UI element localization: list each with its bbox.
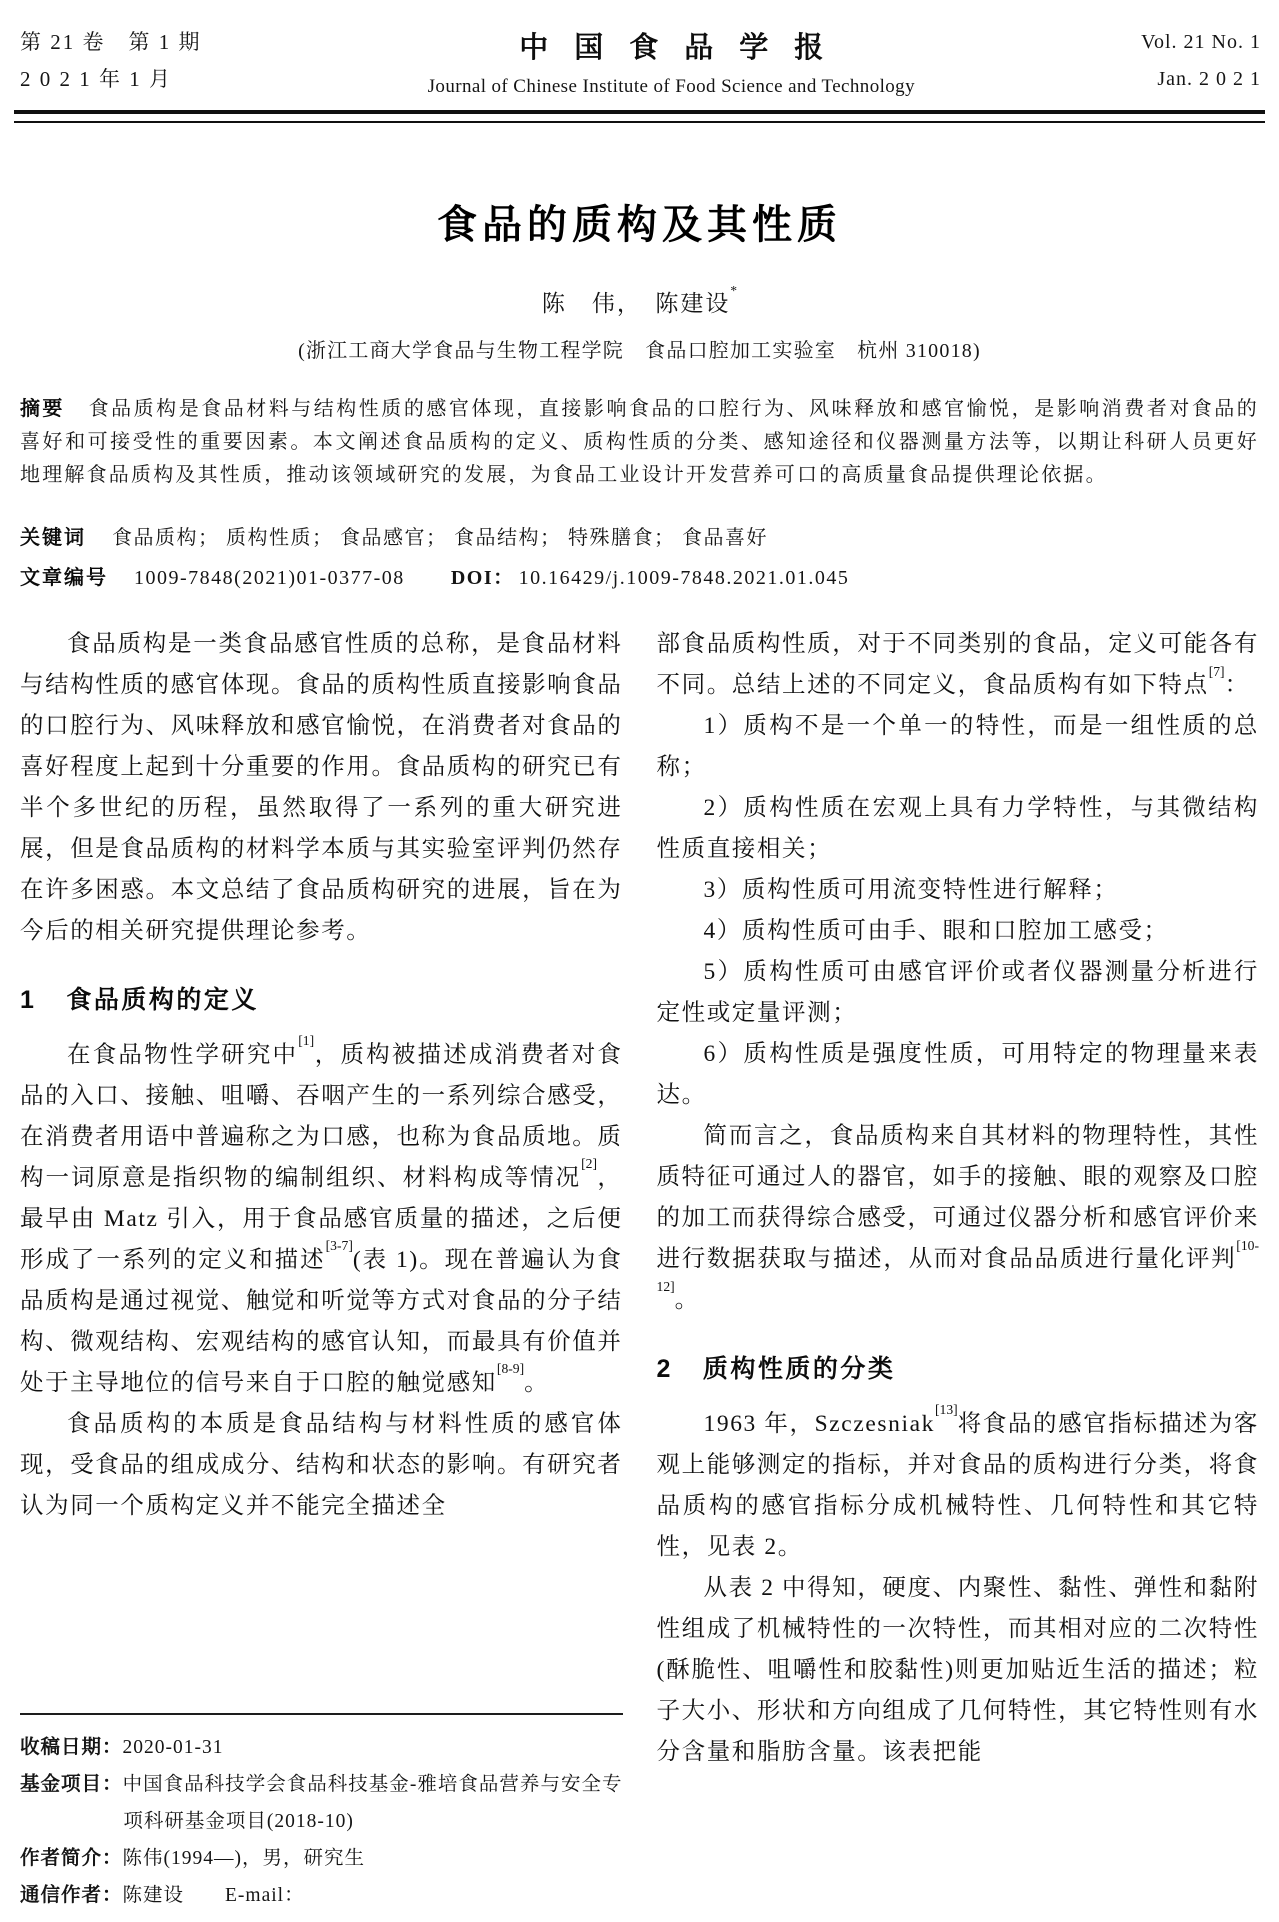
header-issue-en: [1141, 24, 1261, 98]
section-2-title: 质构性质的分类: [702, 1355, 896, 1383]
abstract-text: 食品质构是食品材料与结构性质的感官体现，直接影响食品的口腔行为、风味释放和感官愉悦，是影响消费者对食品的喜好和可接受性的重要因素。本文阐述食品质构的定义、质构性质的分类、感知途径和仪器测量方法等，以期让科研人员更好地理解食品质构及其性质，推动该领域研究的发展，为食品工业设计开发营养可口的高质量食品提供理论依据。: [20, 398, 1260, 486]
feature-item-1: 1）质构不是一个单一的特性，而是一组性质的总称；: [656, 713, 1259, 780]
fund-value: 中国食品科技学会食品科技基金-雅培食品营养与安全专项科研基金项目(2018-10): [122, 1774, 623, 1832]
section-1-title: 食品质构的定义: [66, 986, 259, 1014]
keywords-row: [20, 518, 1259, 558]
footnote-corresponding: [20, 1877, 623, 1914]
classification-paragraph: 1963 年，Szczesniak[13]将食品的感官指标描述为客观上能够测定的指标，并对食品的质构进行分类，将食品质构的感官指标分成机械特性、几何特性和其它特性，见表 2。: [656, 1402, 1259, 1560]
volume-issue-en: Vol. 21 No. 1: [1141, 31, 1261, 53]
footnote-received: [20, 1729, 623, 1766]
received-date-label: 收稿日期：: [20, 1736, 123, 1758]
date-en: Jan. 2 0 2 1: [1157, 68, 1261, 90]
header-journal: [202, 25, 1142, 98]
footnote-fund: [20, 1766, 623, 1840]
abstract-block: [20, 393, 1259, 492]
article-meta-row: [20, 558, 1259, 598]
received-date-value: 2020-01-31: [122, 1737, 224, 1758]
header-divider-rule: [14, 110, 1265, 123]
fund-label: 基金项目：: [20, 1773, 123, 1795]
corresponding-author-mark: *: [730, 283, 738, 299]
volume-issue-cn: 第 21 卷 第 1 期: [20, 30, 202, 54]
feature-item-6: 6）质构性质是强度性质，可用特定的物理量来表达。: [656, 1041, 1259, 1108]
section-2-number: 2: [656, 1355, 673, 1383]
corresponding-label: 通信作者：: [20, 1884, 123, 1906]
header-issue-cn: [20, 24, 202, 98]
body-columns: [0, 598, 1279, 1922]
footnote-author-bio: [20, 1840, 623, 1877]
summary-paragraph: 简而言之，食品质构来自其材料的物理特性，其性质特征可通过人的器官，如手的接触、眼的观察及口腔的加工而获得综合感受，可通过仪器分析和感官评价来进行数据获取与描述，从而对食品品质进行量化评判[10-12]。: [656, 1123, 1259, 1313]
author-names: 陈 伟， 陈建设: [541, 291, 731, 316]
essence-paragraph: 食品质构的本质是食品结构与材料性质的感官体现，受食品的组成成分、结构和状态的影响。有研究者认为同一个质构定义并不能完全描述全: [20, 1410, 623, 1519]
table2-discussion-paragraph: 从表 2 中得知，硬度、内聚性、黏性、弹性和黏附性组成了机械特性的一次特性，而其相对应的二次特性(酥脆性、咀嚼性和胶黏性)则更加贴近生活的描述；粒子大小、形状和方向组成了几何特性，其它特性则有水分含量和脂肪含量。该表把能: [656, 1574, 1259, 1765]
definition-paragraph: 在食品物性学研究中[1]，质构被描述成消费者对食品的入口、接触、咀嚼、吞咽产生的一系列综合感受，在消费者用语中普遍称之为口感，也称为食品质地。质构一词原意是指织物的编制组织、材料构成等情况[2]，最早由 Matz 引入，用于食品感官质量的描述，之后便形成了一系列的定义和描述[3-7](表 1)。现在普遍认为食品质构是通过视觉、触觉和听觉等方式对食品的分子结构、微观结构、宏观结构的感官认知，而最具有价值并处于主导地位的信号来自于口腔的触觉感知[8-9]。: [20, 1033, 623, 1396]
keywords-text: 食品质构； 质构性质； 食品感官； 食品结构； 特殊膳食； 食品喜好: [112, 527, 768, 549]
feature-item-2: 2）质构性质在宏观上具有力学特性，与其微结构性质直接相关；: [656, 795, 1259, 862]
corresponding-value: 陈建设 E-mail：: [122, 1885, 305, 1906]
feature-item-3: 3）质构性质可用流变特性进行解释；: [703, 877, 1119, 903]
feature-item-4: 4）质构性质可由手、眼和口腔加工感受；: [703, 918, 1169, 944]
section-2-heading: [657, 1353, 1260, 1386]
article-title: 食品的质构及其性质: [437, 203, 842, 247]
journal-header: [0, 0, 1279, 110]
section-1-number: 1: [20, 986, 37, 1014]
keywords-label: 关键词: [20, 527, 86, 549]
article-no-label: 文章编号: [20, 567, 108, 589]
journal-title-cn: 中国食品学报: [519, 31, 850, 64]
footnotes-block: [20, 1713, 623, 1914]
article-no: 1009-7848(2021)01-0377-08: [134, 567, 405, 589]
doi-label: DOI：: [450, 567, 515, 589]
continuation-paragraph: 部食品质构性质，对于不同类别的食品，定义可能各有不同。总结上述的不同定义，食品质构有如下特点[7]：: [656, 631, 1259, 698]
author-bio-label: 作者简介：: [20, 1847, 123, 1869]
journal-title-en: Journal of Chinese Institute of Food Science and Technology: [427, 75, 915, 97]
date-cn: 2 0 2 1 年 1 月: [20, 67, 172, 91]
affiliation: (浙江工商大学食品与生物工程学院 食品口腔加工实验室 杭州 310018): [298, 340, 981, 362]
column-left: [20, 624, 623, 1914]
authors-line: [0, 285, 1279, 318]
column-right: [657, 624, 1260, 1914]
abstract-label: 摘要: [20, 398, 65, 420]
feature-item-5: 5）质构性质可由感官评价或者仪器测量分析进行定性或定量评测；: [656, 959, 1259, 1026]
doi-value: 10.16429/j.1009-7848.2021.01.045: [518, 567, 850, 589]
author-bio-value: 陈伟(1994—)，男，研究生: [122, 1848, 366, 1869]
section-1-heading: [20, 984, 623, 1017]
intro-paragraph: 食品质构是一类食品感官性质的总称，是食品材料与结构性质的感官体现。食品的质构性质直接影响食品的口腔行为、风味释放和感官愉悦，在消费者对食品的喜好程度上起到十分重要的作用。食品质构的研究已有半个多世纪的历程，虽然取得了一系列的重大研究进展，但是食品质构的材料学本质与其实验室评判仍然存在许多困惑。本文总结了食品质构研究的进展，旨在为今后的相关研究提供理论参考。: [20, 631, 623, 944]
